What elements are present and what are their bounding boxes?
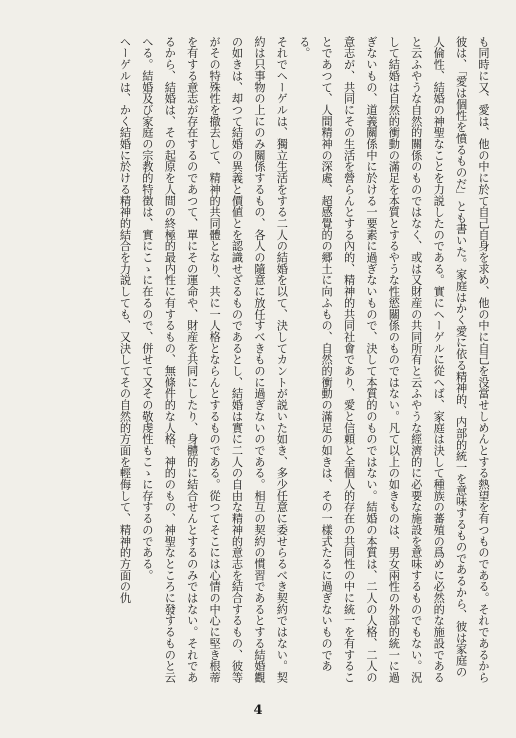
paragraph-3: ヘーゲルは、かく結婚に於ける精神的結合を力説しても、又決してその自然的方面を輕侮して、精神的方面の仇 [118,36,132,604]
paragraph-1: も同時に又、愛は、他の中に於て自己自身を求め、他の中に自己を没當せしめんとする熱望を有つものである。それであるから彼は、「愛は個性を憤るものだ」とも書いた。家庭はかく愛に依る精神的、内部的統一を意味するものであるから、彼は家庭の人倫性、結婚の神聖なことを力説したのである。實にヘーゲルに從へば、家庭は決して種族の蕃殖の爲めに必然的な施設であると云ふやうな自然的關係のものではなく、或は又財産の共同所有と云ふやうな經濟的に必要な施設を意味するものでもない。況して結婚は自然的衝動の滿足を本質とするやうな性慾關係のものではない。凡て以上の如きものは、男女兩性の外部的統一に過ぎないもの、道義關係中に於ける一要素に過ぎないもので、決して本質的のものではない。結婚の本質は、二人の人格、二人の意志が、共同にその生活を營らんとする內的、精神的共同社會であり、愛と信頼と全個人的存在の共同性の中に統一を有することであつて、人間精神の深處、超感覺的の郷土に向ふもの、自然的衝動の滿足の如きは、その一樣式たるに過ぎないものである。 [297,36,490,683]
page-number: 4 [253,703,263,718]
paragraph-2: それでヘーゲルは、獨立生活をする二人の結婚を以て、決してカントが説いた如き、多少任意に委せらるべき契約ではない。契約は只事物の上にのみ關係するもの、各人の隨意に放任すべきものに過ぎないのである。相互の契約の慣習であるとする結婚觀の如きは、却つて結婚の異義と價値とを認識せざるものであるとし、結婚は實に二人の自由な精神的意志を結合するもの、彼等がその特殊性を撤去して、精神的共同體となり、共に一人格とならんとするものである。從つてそこには心情の中心に堅き根蒂を有する意志が存在するのであつて、單にその運命や、財産を共同にしたり、身體的に結合せんとするのみではない。それであるから、結婚は、その起原を人間の終極的最内性に有するもの、無條件的な人格、神的のもの、神聖なところに發するものと云へる。結婚及び家庭の宗教的特徴は、實にこゝに在るので、併せて又その敬虔性もこゝに存するのである。 [140,36,289,683]
body-text [28,36,494,688]
